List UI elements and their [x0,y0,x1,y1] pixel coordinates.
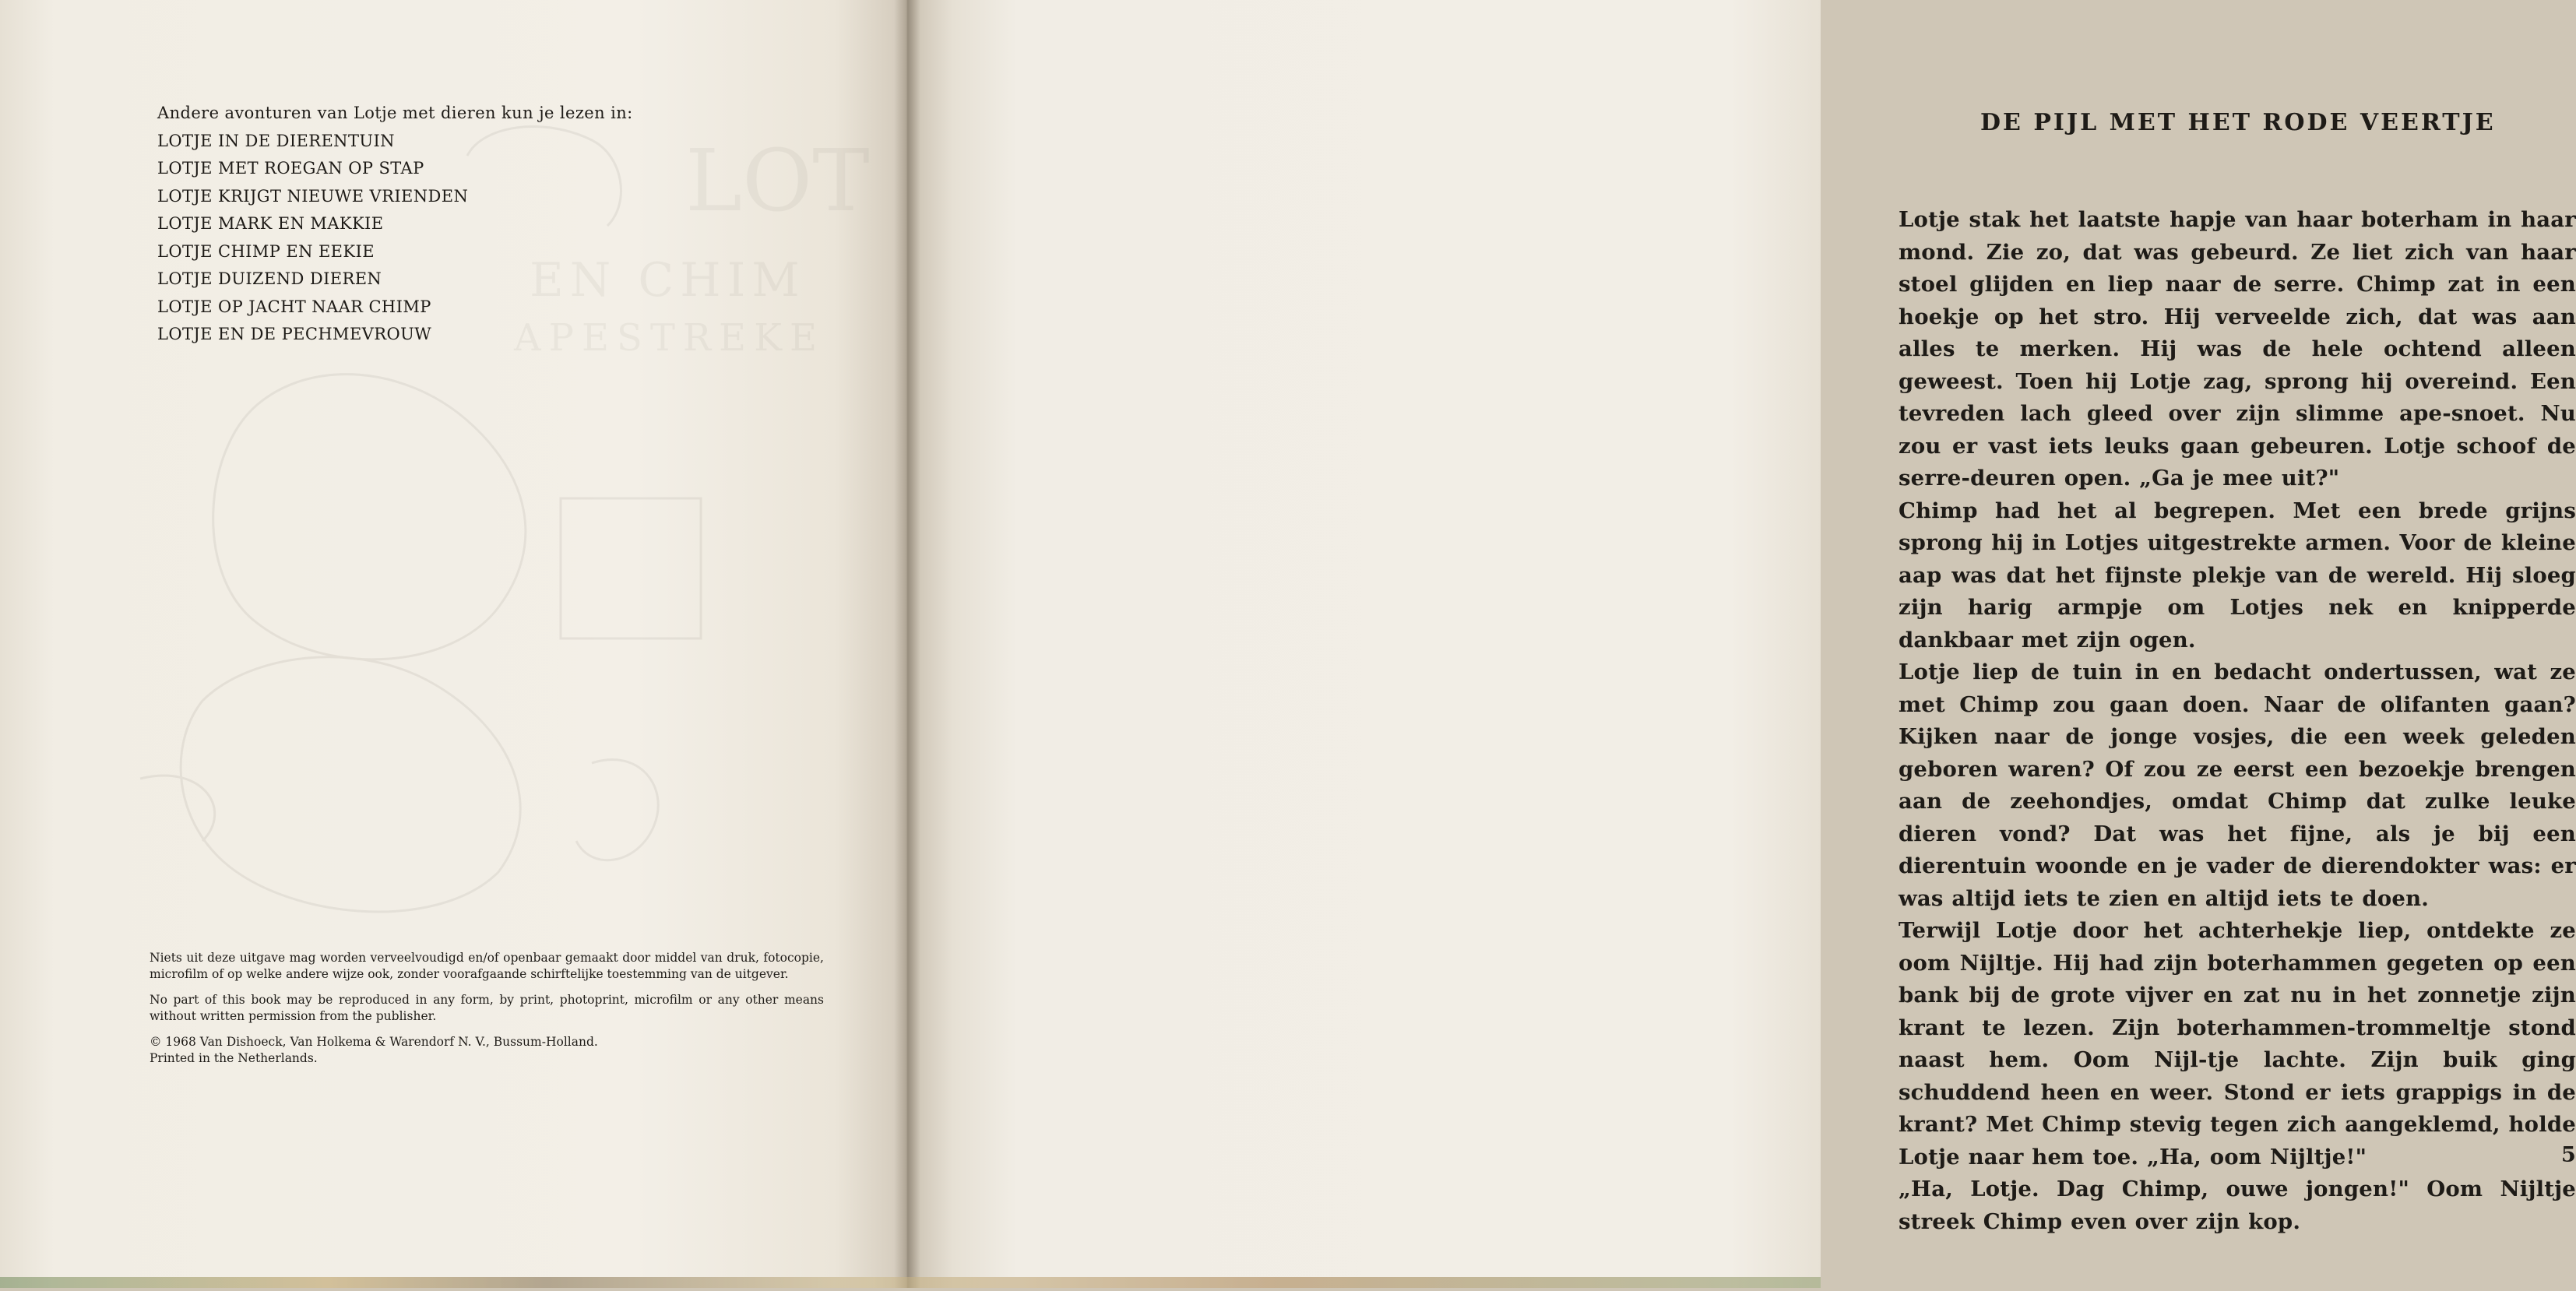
page-number: 5 [2561,1143,2576,1167]
left-page [0,0,907,1288]
right-page [907,0,2576,1288]
paragraph: Terwijl Lotje door het achterhekje liep, ontdekte ze oom Nijltje. Hij had zijn boterhammen gegeten op een bank bij de grote vijver en zat nu in het zonnetje zijn krant te lezen. Zijn boterhammen-trommeltje stond naast hem. Oom Nijl-tje lachte. Zijn buik ging schuddend heen en weer. Stond er iets grappigs in de krant? Met Chimp stevig tegen zich aangeklemd, holde Lotje naar hem toe. „Ha, oom Nijltje!" [1899,918,2576,1170]
chapter-body [1899,204,2576,1238]
series-title: LOTJE MET ROEGAN OP STAP [157,159,424,178]
book-gutter [894,0,920,1288]
svg-text:LOT: LOT [685,131,870,230]
series-list-block [157,100,656,349]
series-title: LOTJE EN DE PECHMEVROUW [157,325,432,343]
rights-notice-english: No part of this book may be reproduced in any form, by print, photoprint, microfilm or any other means without written permission from the publisher. [150,993,824,1023]
series-intro: Andere avonturen van Lotje met dieren kun je lezen in: [157,104,633,122]
series-list [157,128,656,349]
paragraph: Lotje stak het laatste hapje van haar boterham in haar mond. Zie zo, dat was gebeurd. Ze liet zich van haar stoel glijden en liep naar de serre. Chimp zat in een hoekje op het stro. Hij verveelde zich, dat was aan alles te merken. Hij was de hele ochtend alleen geweest. Toen hij Lotje zag, sprong hij overeind. Een tevreden lach gleed over zijn slimme ape-snoet. Nu zou er vast iets leuks gaan gebeuren. Lotje schoof de serre-deuren open. „Ga je mee uit?" [1899,207,2576,491]
paragraph: Chimp had het al begrepen. Met een brede grijns sprong hij in Lotjes uitgestrekte armen. Voor de kleine aap was dat het fijnste plekje van de wereld. Hij sloeg zijn harig armpje om Lotjes nek en knipperde dankbaar met zijn ogen. [1899,498,2576,653]
chapter-title: DE PIJL MET HET RODE VEERTJE [1980,109,2496,136]
paragraph: „Ha, Lotje. Dag Chimp, ouwe jongen!" Oom Nijltje streek Chimp even over zijn kop. [1899,1177,2576,1234]
svg-text:EN CHIM: EN CHIM [530,253,806,308]
paragraph: Lotje liep de tuin in en bedacht ondertussen, wat ze met Chimp zou gaan doen. Naar de olifanten gaan? Kijken naar de jonge vosjes, die een week geleden geboren waren? Of zou ze eerst een bezoekje brengen aan de zeehondjes, omdat Chimp dat zulke leuke dieren vond? Dat was het fijne, als je bij een dierentuin woonde en je vader de dierendokter was: er was altijd iets te zien en altijd iets te doen. [1899,660,2576,911]
series-title: LOTJE KRIJGT NIEUWE VRIENDEN [157,186,469,206]
series-title: LOTJE MARK EN MAKKIE [157,214,384,233]
copyright-line: © 1968 Van Dishoeck, Van Holkema & Warendorf N. V., Bussum-Holland. [150,1035,598,1049]
series-title: LOTJE DUIZEND DIEREN [157,269,382,288]
series-title: LOTJE OP JACHT NAAR CHIMP [157,297,431,316]
series-title: LOTJE IN DE DIERENTUIN [157,131,395,150]
series-title: LOTJE CHIMP EN EEKIE [157,241,375,261]
svg-text:APESTREKE: APESTREKE [514,316,825,360]
copyright-block [150,950,824,1067]
rights-notice-dutch: Niets uit deze uitgave mag worden verveelvoudigd en/of openbaar gemaakt door middel van druk, fotocopie, microfilm of op welke andere wijze ook, zonder voorafgaande schirftelijke toestemming van de uitgever. [150,951,824,981]
printed-line: Printed in the Netherlands. [150,1051,318,1065]
cover-edge [0,1277,1821,1288]
